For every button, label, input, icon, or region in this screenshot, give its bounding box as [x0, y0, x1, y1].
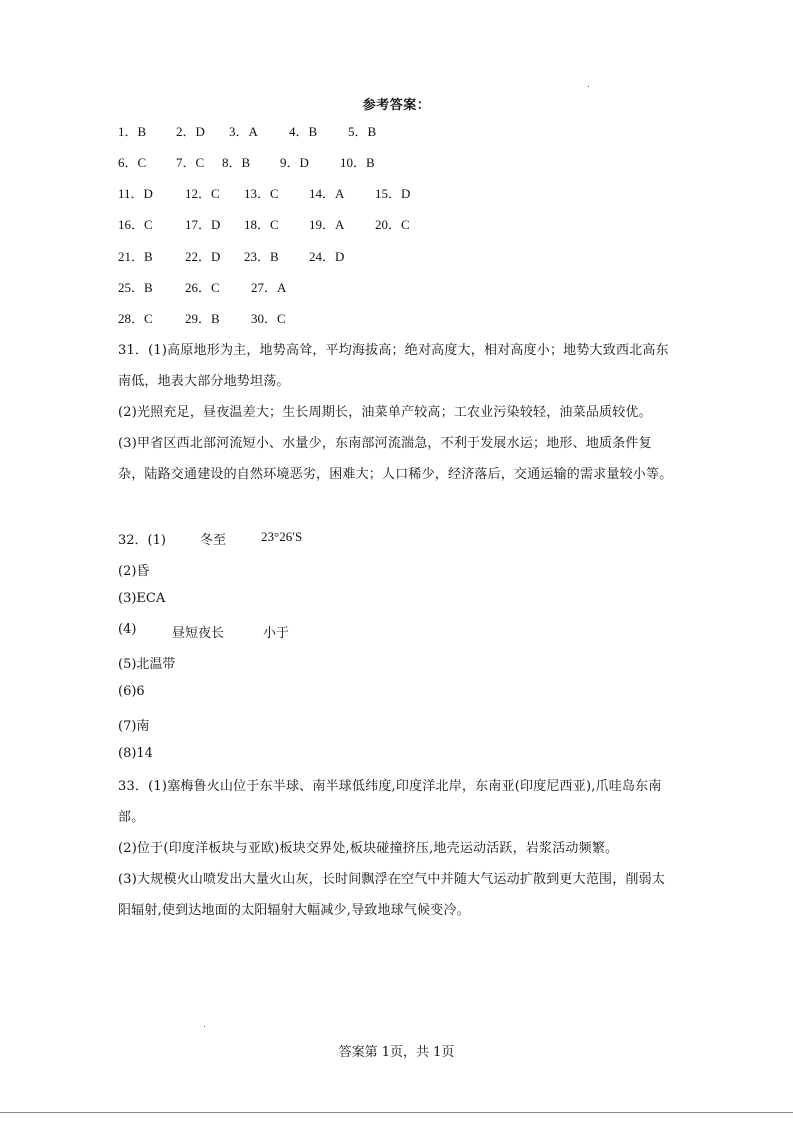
mc-answer: 19．A	[309, 217, 345, 232]
q32-1-number: 32．(1)	[118, 533, 166, 548]
mc-answer: 23．B	[244, 249, 279, 264]
q32-line3: (3)ECA	[118, 591, 166, 606]
q33-part3: (3)大规模火山喷发出大量火山灰，长时间飘浮在空气中并随大气运动扩散到更大范围，削弱太阳辐射,使到达地面的太阳辐射大幅减少,导致地球气候变冷。	[118, 872, 666, 918]
mc-answer: 28．C	[118, 311, 153, 326]
mc-answer: 2．D	[176, 124, 205, 139]
mc-answer: 25．B	[118, 280, 153, 295]
mc-answer: 27．A	[251, 280, 287, 295]
mc-answer: 26．C	[185, 280, 220, 295]
mc-answer: 16．C	[118, 217, 153, 232]
mc-answer: 13．C	[244, 186, 279, 201]
q32-4-answer-a: 昼短夜长	[172, 626, 225, 641]
q31-part2: (2)光照充足，昼夜温差大；生长周期长，油菜单产较高；工农业污染较轻，油菜品质较优。	[118, 405, 652, 420]
mc-answer: 22．D	[185, 249, 221, 264]
mc-answer: 24．D	[309, 249, 345, 264]
mc-answer: 14．A	[309, 186, 345, 201]
mc-answer: 21．B	[118, 249, 153, 264]
mc-answer: 7．C	[176, 155, 205, 170]
mc-answer: 3．A	[229, 124, 258, 139]
q32-line7: (7)南	[118, 719, 150, 734]
q32-line5: (5)北温带	[118, 657, 176, 672]
q32-line1	[118, 529, 303, 548]
mc-answer: 11．D	[118, 186, 153, 201]
mc-answer: 6．C	[118, 155, 147, 170]
mc-answer: 8．B	[222, 155, 251, 170]
speck-bottom-left	[204, 1026, 205, 1027]
answer-key-title: 参考答案：	[362, 98, 431, 113]
q31-part1: 31．(1)高原地形为主，地势高耸，平均海拔高；绝对高度大，相对高度小；地势大致西北高东南低，地表大部分地势坦荡。	[118, 343, 669, 389]
mc-answer: 18．C	[244, 217, 279, 232]
q33-part1: 33．(1)塞梅鲁火山位于东半球、南半球低纬度,印度洋北岸，东南亚(印度尼西亚),爪哇岛东南部。	[118, 779, 662, 825]
q32-line8: (8)14	[118, 746, 153, 761]
mc-answer: 20．C	[375, 217, 410, 232]
mc-answer: 1．B	[118, 124, 147, 139]
q32-line6: (6)6	[118, 684, 145, 699]
mc-answer: 12．C	[185, 186, 220, 201]
mc-answer: 5．B	[348, 124, 377, 139]
mc-answer: 29．B	[185, 311, 220, 326]
q32-4-number: (4)	[118, 622, 137, 637]
speck-top-right	[588, 86, 589, 87]
bottom-rule	[0, 1112, 793, 1113]
q32-1-answer-a: 冬至	[200, 533, 227, 548]
q32-4-answer-b: 小于	[263, 626, 290, 641]
q32-line4	[118, 622, 290, 641]
mc-answer: 10．B	[340, 155, 375, 170]
q31-part3: (3)甲省区西北部河流短小、水量少，东南部河流湍急，不利于发展水运；地形、地质条件复杂，陆路交通建设的自然环境恶劣，困难大；人口稀少，经济落后，交通运输的需求量较小等。	[118, 436, 673, 482]
mc-answer: 17．D	[185, 217, 221, 232]
mc-answer: 9．D	[280, 155, 309, 170]
mc-answer: 4．B	[289, 124, 318, 139]
mc-answer: 15．D	[375, 186, 411, 201]
page-footer: 答案第 1页，共 1页	[338, 1045, 455, 1060]
q33-part2: (2)位于(印度洋板块与亚欧)板块交界处,板块碰撞挤压,地壳运动活跃，岩浆活动频繁。	[118, 841, 619, 856]
q32-1-answer-b: 23°26′S	[261, 529, 303, 544]
mc-answer: 30．C	[251, 311, 286, 326]
q32-line2: (2)昏	[118, 564, 150, 579]
